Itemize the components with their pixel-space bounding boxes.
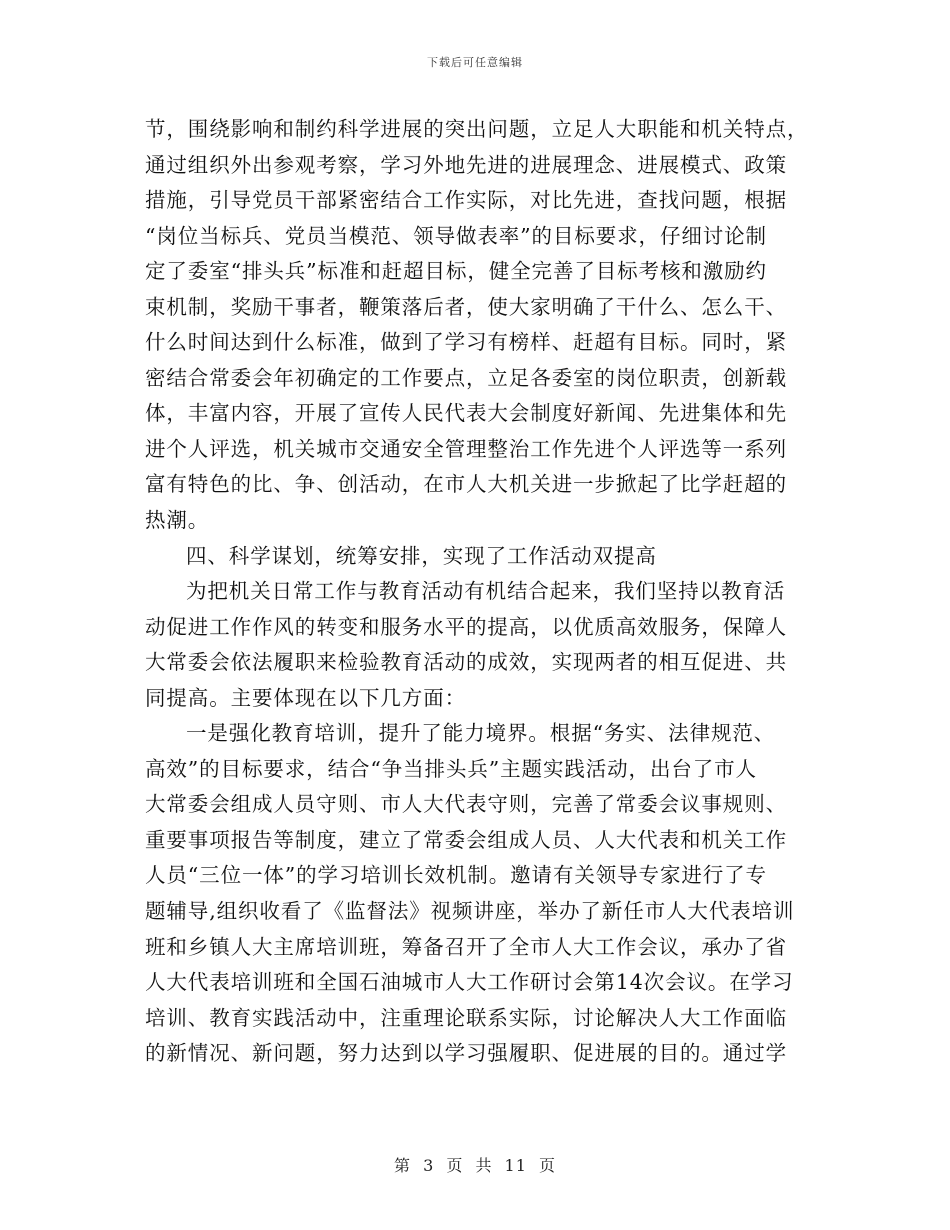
- text-line: “岗位当标兵、党员当模范、领导做表率”的目标要求，仔细讨论制: [145, 223, 767, 248]
- text-line: 人大代表培训班和全国石油城市人大工作研讨会第14次会议。在学习: [145, 970, 794, 995]
- section-heading: 四、科学谋划，统筹安排，实现了工作活动双提高: [186, 543, 657, 568]
- text-line: 培训、教育实践活动中，注重理论联系实际，讨论解决人大工作面临: [145, 1005, 787, 1030]
- text-line: 体，丰富内容，开展了宣传人民代表大会制度好新闻、先进集体和先: [145, 401, 787, 426]
- text-line: 一是强化教育培训，提升了能力境界。根据“务实、法律规范、: [186, 721, 776, 746]
- text-line: 大常委会依法履职来检验教育活动的成效，实现两者的相互促进、共: [145, 650, 787, 675]
- text-line: 的新情况、新问题，努力达到以学习强履职、促进展的目的。通过学: [145, 1041, 787, 1066]
- text-line: 通过组织外出参观考察，学习外地先进的进展理念、进展模式、政策: [145, 152, 787, 177]
- text-line: 人员“三位一体”的学习培训长效机制。邀请有关领导专家进行了专: [145, 863, 767, 888]
- text-line: 定了委室“排头兵”标准和赶超目标，健全完善了目标考核和激励约: [145, 259, 767, 284]
- text-line: 密结合常委会年初确定的工作要点，立足各委室的岗位职责，创新载: [145, 365, 787, 390]
- text-line: 同提高。主要体现在以下几方面：: [145, 685, 466, 710]
- text-line: 热潮。: [145, 508, 210, 533]
- page-header: 下载后可任意编辑: [427, 56, 523, 69]
- text-line: 题辅导,组织收看了《监督法》视频讲座，举办了新任市人大代表培训: [145, 899, 795, 924]
- text-line: 大常委会组成人员守则、市人大代表守则，完善了常委会议事规则、: [145, 792, 787, 817]
- text-line: 重要事项报告等制度，建立了常委会组成人员、人大代表和机关工作: [145, 827, 787, 852]
- text-line: 富有特色的比、争、创活动，在市人大机关进一步掀起了比学赶超的: [145, 472, 787, 497]
- text-line: 班和乡镇人大主席培训班，筹备召开了全市人大工作会议，承办了省: [145, 934, 787, 959]
- text-line: 动促进工作作风的转变和服务水平的提高，以优质高效服务，保障人: [145, 614, 787, 639]
- text-line: 措施，引导党员干部紧密结合工作实际，对比先进，查找问题，根据: [145, 188, 787, 213]
- text-line: 为把机关日常工作与教育活动有机结合起来，我们坚持以教育活: [186, 579, 786, 604]
- text-line: 进个人评选，机关城市交通安全管理整治工作先进个人评选等一系列: [145, 436, 787, 461]
- text-line: 节，围绕影响和制约科学进展的突出问题，立足人大职能和机关特点，: [145, 117, 809, 141]
- text-line: 什么时间达到什么标准，做到了学习有榜样、赶超有目标。同时，紧: [145, 330, 787, 355]
- text-line: 高效”的目标要求，结合“争当排头兵”主题实践活动，出台了市人: [145, 756, 757, 781]
- document-body: [145, 112, 809, 1072]
- page-number-footer: 第 3 页 共 11 页: [394, 1156, 556, 1175]
- text-line: 束机制，奖励干事者，鞭策落后者，使大家明确了干什么、怎么干、: [145, 294, 787, 319]
